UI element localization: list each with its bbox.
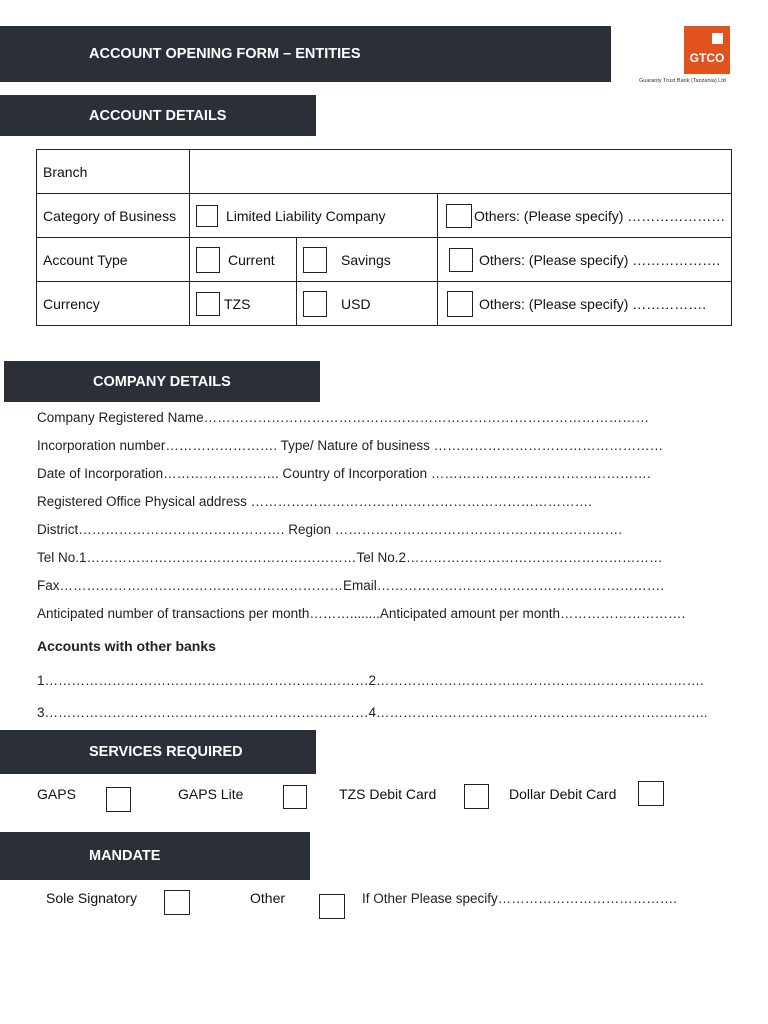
telephone-line[interactable]: Tel No.1……………………………………………………Tel No.2………………………………………………… xyxy=(37,550,663,565)
usd-label: USD xyxy=(341,295,371,312)
services-bar xyxy=(0,730,316,774)
current-label: Current xyxy=(228,251,275,268)
tzs-debit-card-label: TZS Debit Card xyxy=(339,786,437,802)
table-row xyxy=(37,282,732,326)
company-details-bar xyxy=(4,361,320,402)
anticipated-line[interactable]: Anticipated number of transactions per month………........Anticipated amount per month………………………. xyxy=(37,606,686,621)
other-banks-line-2[interactable]: 3………………………………………………………………4……………………………………………………………….. xyxy=(37,705,708,720)
header-bar xyxy=(0,26,611,82)
usd-cell xyxy=(297,282,438,326)
office-address-line[interactable]: Registered Office Physical address …………………………………………………………………. xyxy=(37,494,592,509)
table-row xyxy=(37,238,732,282)
others-category-checkbox[interactable] xyxy=(446,204,472,228)
other-banks-heading: Accounts with other banks xyxy=(37,638,216,654)
account-details-table xyxy=(36,149,732,326)
account-details-heading: ACCOUNT DETAILS xyxy=(89,107,227,124)
logo-text: GTCO xyxy=(689,51,725,65)
usd-checkbox[interactable] xyxy=(303,291,327,317)
branch-label: Branch xyxy=(37,150,190,194)
table-row xyxy=(37,150,732,194)
dollar-debit-card-label: Dollar Debit Card xyxy=(509,786,617,802)
other-mandate-checkbox[interactable] xyxy=(319,894,345,919)
district-region-line[interactable]: District………………………………………. Region ………………………………………………………. xyxy=(37,522,623,537)
tzs-debit-card-checkbox[interactable] xyxy=(464,784,489,809)
category-llc-cell xyxy=(190,194,438,238)
tzs-checkbox[interactable] xyxy=(196,292,220,316)
others-type-checkbox[interactable] xyxy=(449,248,473,272)
gaps-checkbox[interactable] xyxy=(106,787,131,812)
form-title: ACCOUNT OPENING FORM – ENTITIES xyxy=(89,46,361,62)
savings-cell xyxy=(297,238,438,282)
gaps-label: GAPS xyxy=(37,786,76,802)
incorporation-date-line[interactable]: Date of Incorporation…………………….. Country of Incorporation …………………………………………. xyxy=(37,466,651,481)
sole-signatory-label: Sole Signatory xyxy=(46,890,138,906)
category-others-cell xyxy=(438,194,732,238)
account-details-bar xyxy=(0,95,316,136)
sole-signatory-checkbox[interactable] xyxy=(164,890,190,915)
gaps-lite-checkbox[interactable] xyxy=(283,785,307,809)
services-heading: SERVICES REQUIRED xyxy=(89,744,243,760)
llc-label: Limited Liability Company xyxy=(226,207,386,224)
incorporation-number-line[interactable]: Incorporation number……………………. Type/ Nature of business …………………………………………… xyxy=(37,438,664,453)
tzs-cell xyxy=(190,282,297,326)
account-type-label: Account Type xyxy=(37,238,190,282)
type-others-cell xyxy=(438,238,732,282)
other-specify-line[interactable]: If Other Please specify…………………………………. xyxy=(362,891,678,906)
branch-field[interactable] xyxy=(190,150,732,194)
mandate-bar xyxy=(0,832,310,880)
company-name-line[interactable]: Company Registered Name……………………………………………………………………………………… xyxy=(37,410,650,425)
savings-checkbox[interactable] xyxy=(303,247,327,273)
savings-label: Savings xyxy=(341,251,391,268)
fax-email-line[interactable]: Fax………………………………………………………Email………………………………………………………. xyxy=(37,578,665,593)
dollar-debit-card-checkbox[interactable] xyxy=(638,781,664,806)
category-label: Category of Business xyxy=(37,194,190,238)
tzs-label: TZS xyxy=(224,295,251,312)
gaps-lite-label: GAPS Lite xyxy=(178,786,244,802)
logo-caption: Guaranty Trust Bank (Tanzania) Ltd xyxy=(639,78,726,84)
others-type-label: Others: (Please specify) ………………. xyxy=(479,251,721,268)
llc-checkbox[interactable] xyxy=(196,205,218,227)
current-cell xyxy=(190,238,297,282)
company-details-heading: COMPANY DETAILS xyxy=(93,373,231,390)
gtco-logo xyxy=(684,26,730,74)
currency-label: Currency xyxy=(37,282,190,326)
others-category-label: Others: (Please specify) ………………… xyxy=(474,207,726,224)
current-checkbox[interactable] xyxy=(196,247,220,273)
mandate-heading: MANDATE xyxy=(89,848,161,864)
other-banks-line-1[interactable]: 1………………………………………………………………2………………………………………………………………. xyxy=(37,673,704,688)
table-row xyxy=(37,194,732,238)
logo-square-icon xyxy=(712,33,723,44)
other-mandate-label: Other xyxy=(250,890,286,906)
currency-others-cell xyxy=(438,282,732,326)
others-currency-checkbox[interactable] xyxy=(447,291,473,317)
others-currency-label: Others: (Please specify) ……………. xyxy=(479,295,707,312)
